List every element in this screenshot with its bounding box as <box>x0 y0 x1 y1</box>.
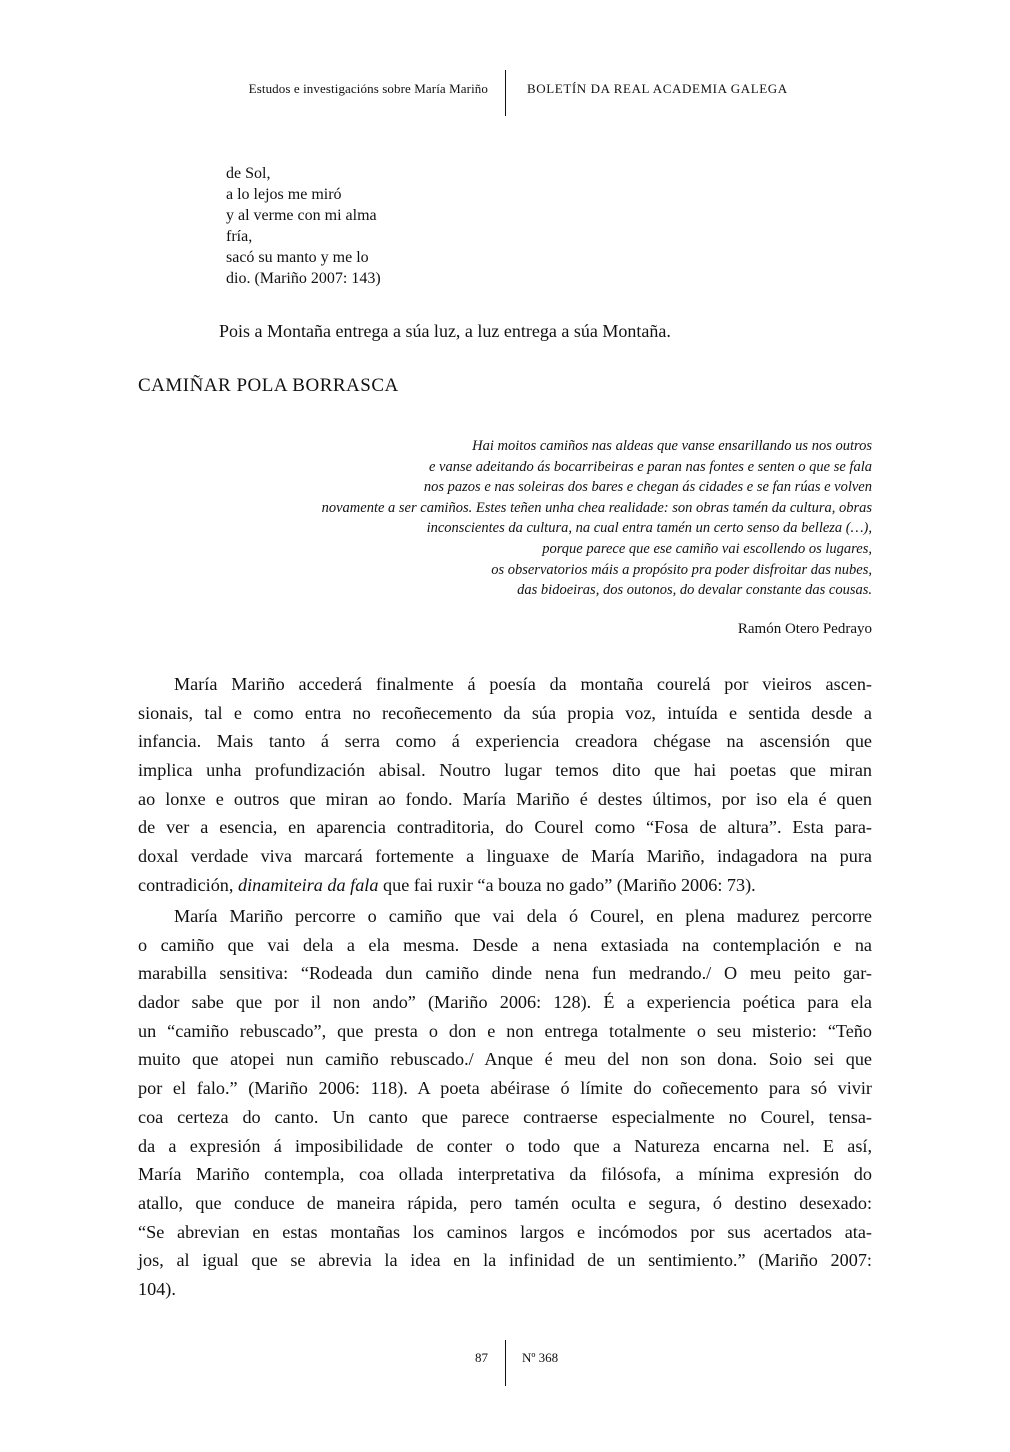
body-line: por el falo.” (Mariño 2006: 118). A poeta abéirase ó límite do coñecemento para só vivir <box>138 1078 872 1099</box>
poem-line: fría, <box>226 228 253 245</box>
body-line: doxal verdade viva marcará fortemente a linguaxe de María Mariño, indagadora na pura <box>138 846 872 867</box>
epigraph-line: nos pazos e nas soleiras dos bares e chegan ás cidades e se fan rúas e volven <box>423 479 872 496</box>
body-line: “Se abrevian en estas montañas los caminos largos e incómodos por sus acertados ata- <box>138 1221 872 1242</box>
issue-number: Nº 368 <box>522 1350 559 1365</box>
poem-line: dio. (Mariño 2007: 143) <box>226 270 381 287</box>
epigraph-line: os observatorios máis a propósito pra poder disfroitar das nubes, <box>491 561 872 578</box>
body-line: María Mariño contempla, coa ollada interpretativa da filósofa, a mínima expresión do <box>138 1164 872 1185</box>
body-line: o camiño que vai dela a ela mesma. Desde a nena extasiada na contemplación e na <box>138 934 872 955</box>
section-heading: CAMIÑAR POLA BORRASCA <box>138 375 399 396</box>
epigraph-line: novamente a ser camiños. Estes teñen unha chea realidade: son obras tamén da cultura, obras <box>321 499 872 516</box>
running-header-left: Estudos e investigacións sobre María Mariño <box>248 81 488 96</box>
body-line: María Mariño percorre o camiño que vai dela ó Courel, en plena madurez percorre <box>174 906 872 926</box>
body-line: dador sabe que por il non ando” (Mariño 2006: 128). É a experiencia poética para ela <box>138 992 872 1013</box>
body-text: contradición, <box>138 874 238 895</box>
epigraph-author: Ramón Otero Pedrayo <box>737 621 872 637</box>
poem-line: sacó su manto y me lo <box>226 249 369 266</box>
epigraph-line: porque parece que ese camiño vai escollendo os lugares, <box>542 540 872 557</box>
body-line: infancia. Mais tanto á serra como á experiencia creadora chégase na ascensión que <box>138 731 872 752</box>
body-line: muito que atopei nun camiño rebuscado./ Anque é meu del non son dona. Soio sei que <box>138 1049 872 1070</box>
body-text: que fai ruxir “a bouza no gado” (Mariño 2006: 73). <box>378 874 756 895</box>
body-line: 104). <box>138 1278 176 1299</box>
epigraph-line: e vanse adeitando ás bocarribeiras e paran nas fontes e senten o que se fala <box>429 458 872 475</box>
poem-line: y al verme con mi alma <box>226 207 377 224</box>
poem-quote <box>226 163 381 289</box>
italic-phrase: dinamiteira da fala <box>238 874 379 895</box>
poem-line: de Sol, <box>226 165 271 182</box>
paragraph-1 <box>138 670 872 900</box>
body-line: da a expresión á imposibilidade de conter o todo que a Natureza encarna nel. E así, <box>138 1135 872 1156</box>
body-line: coa certeza do canto. Un canto que parece contraerse especialmente no Courel, tensa- <box>138 1106 872 1127</box>
body-line: implica unha profundización abisal. Noutro lugar temos dito que hai poetas que miran <box>138 760 872 781</box>
body-line: María Mariño accederá finalmente á poesía da montaña courelá por vieiros ascen- <box>174 674 872 694</box>
body-line <box>138 871 872 900</box>
body-line: marabilla sensitiva: “Rodeada dun camiño dinde nena fun medrando./ O meu peito gar- <box>138 963 872 984</box>
running-header-right: BOLETÍN DA REAL ACADEMIA GALEGA <box>527 81 788 96</box>
epigraph-line: Hai moitos camiños nas aldeas que vanse ensarillando us nos outros <box>472 438 872 454</box>
body-line: sionais, tal e como entra no recoñecemento da súa propia voz, intuída e sentida desde a <box>138 702 872 723</box>
paragraph-2 <box>138 902 872 1304</box>
body-line: un “camiño rebuscado”, que presta o don e non entrega totalmente o seu misterio: “Teño <box>138 1020 872 1041</box>
body-line: ao lonxe e outros que miran ao fondo. María Mariño é destes últimos, por iso ela é quen <box>138 788 872 809</box>
epigraph <box>172 436 872 601</box>
thesis-sentence: Pois a Montaña entrega a súa luz, a luz entrega a súa Montaña. <box>219 321 671 341</box>
body-line: jos, al igual que se abrevia la idea en la infinidad de un sentimiento.” (Mariño 2007: <box>138 1250 872 1271</box>
footer-divider <box>505 1340 506 1386</box>
poem-line: a lo lejos me miró <box>226 186 342 203</box>
body-line: atallo, que conduce de maneira rápida, pero tamén oculta e segura, ó destino desexado: <box>138 1192 872 1213</box>
header-divider <box>505 70 506 116</box>
page-number: 87 <box>475 1350 488 1365</box>
body-line: de ver a esencia, en aparencia contraditoria, do Courel como “Fosa de altura”. Esta para- <box>138 817 872 838</box>
epigraph-line: das bidoeiras, dos outonos, do devalar constante das cousas. <box>517 582 872 599</box>
epigraph-line: inconscientes da cultura, na cual entra tamén un certo senso da belleza (…), <box>426 520 872 537</box>
